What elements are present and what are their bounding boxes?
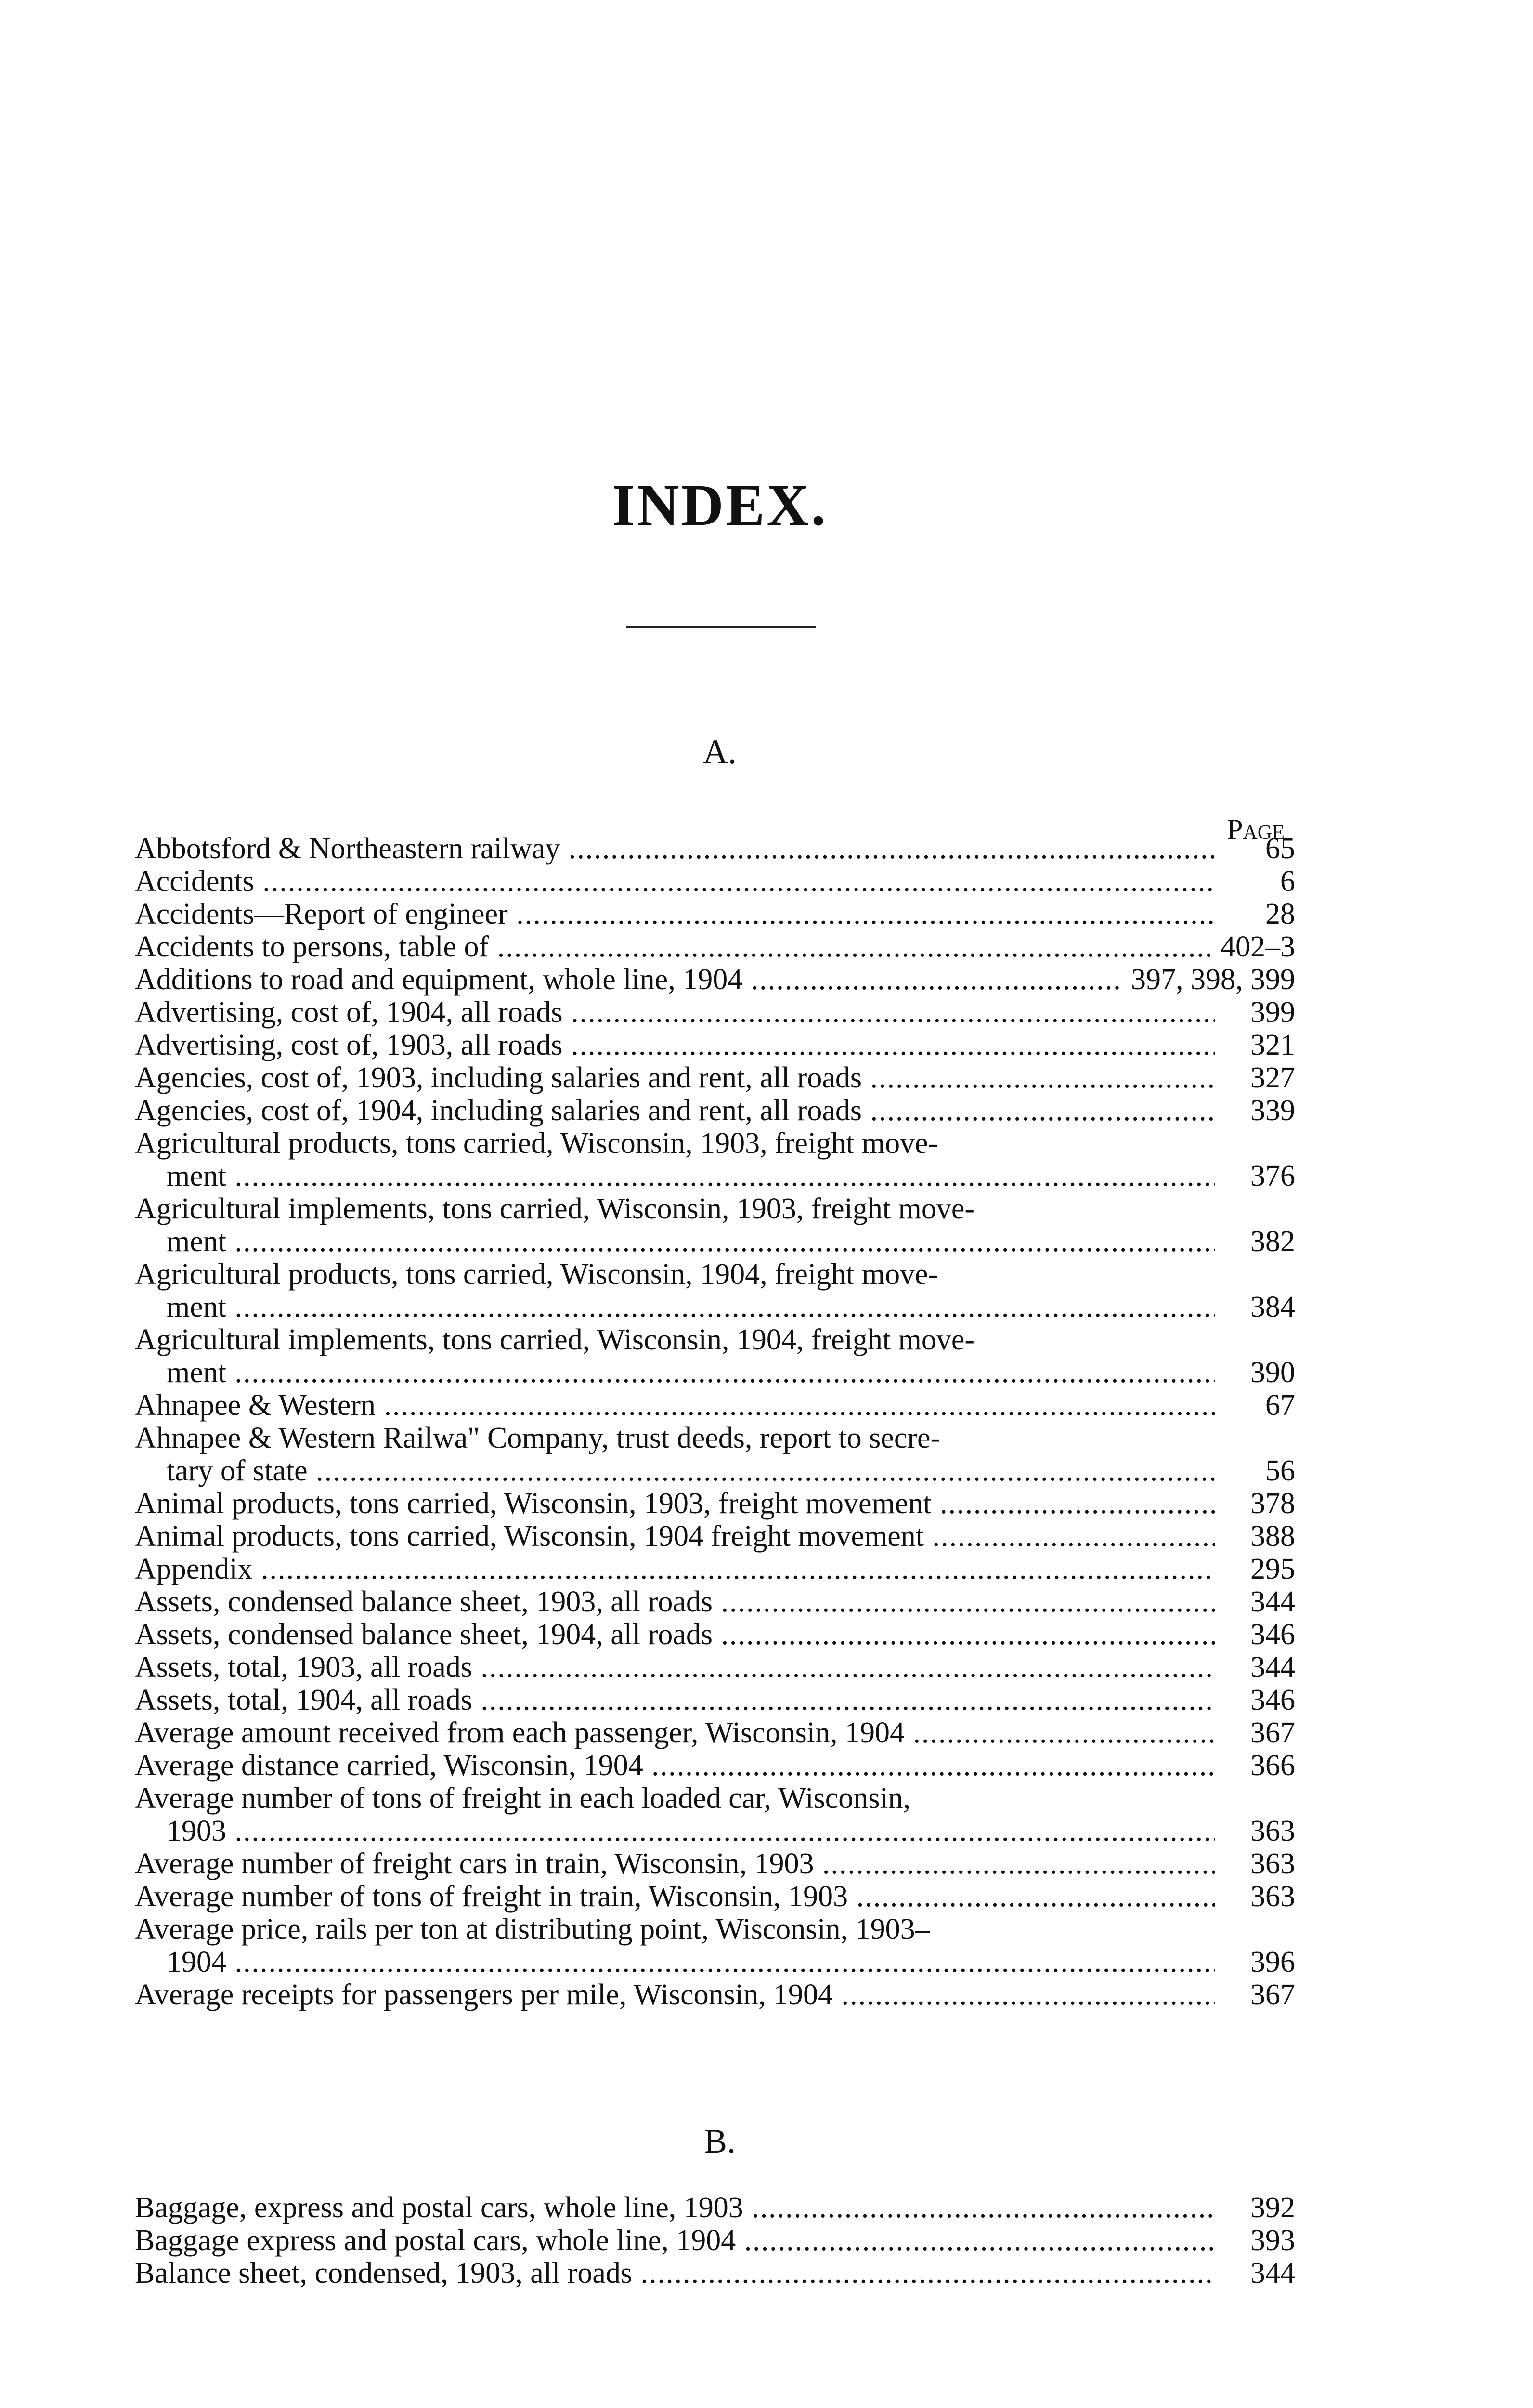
index-entry-text: [135, 1323, 1215, 1389]
index-entry-line1: Agricultural implements, tons carried, Wisconsin, 1904, freight move-: [135, 1323, 975, 1356]
index-entry-text: Accidents to persons, table of .....: [135, 930, 1213, 963]
index-entry: [135, 1585, 1295, 1618]
index-entry-line1: Agricultural products, tons carried, Wisconsin, 1903, freight move-: [135, 1127, 938, 1160]
index-entry-text: [135, 1782, 1215, 1847]
index-entry: [135, 1553, 1295, 1585]
index-entry-line1: Average price, rails per ton at distributing point, Wisconsin, 1903–: [135, 1913, 930, 1946]
index-entry: [135, 1716, 1295, 1749]
index-entry-line2: 1904 .....: [135, 1946, 1215, 1978]
index-entry-text: Average receipts for passengers per mile, Wisconsin, 1904 .....: [135, 1978, 1215, 2011]
index-entry-page: 402–3: [1221, 930, 1295, 963]
index-entry-text: Baggage, express and postal cars, whole line, 1903 .....: [135, 2191, 1215, 2224]
index-entry-page: 295: [1250, 1553, 1295, 1585]
index-entry-page: 384: [1250, 1291, 1295, 1323]
index-entry-page: 28: [1265, 898, 1295, 930]
index-entry-text: Advertising, cost of, 1903, all roads .....: [135, 1029, 1215, 1061]
index-entry-page: 363: [1250, 1847, 1295, 1880]
index-entry-text: Abbotsford & Northeastern railway .....: [135, 832, 1215, 865]
page-title: INDEX.: [612, 473, 828, 538]
index-entry: [135, 1487, 1295, 1520]
index-entry: [135, 1651, 1295, 1684]
index-entry-line2: 1903 .....: [135, 1815, 1215, 1847]
index-entry-page: 378: [1250, 1487, 1295, 1520]
index-entry-text: Ahnapee & Western .....: [135, 1389, 1215, 1422]
index-entry-page: 65: [1265, 832, 1295, 865]
index-entry-page: 6: [1280, 865, 1295, 898]
index-entry-text: Average number of freight cars in train, Wisconsin, 1903 .....: [135, 1847, 1215, 1880]
index-entry: [135, 1749, 1295, 1782]
section-heading-b: B.: [703, 2122, 736, 2160]
index-entry-page: 376: [1250, 1160, 1295, 1192]
index-entry-line2: ment .....: [135, 1225, 1215, 1258]
index-entry: [135, 2191, 1295, 2224]
index-entry: [135, 1847, 1295, 1880]
index-entry-line1: Agricultural implements, tons carried, Wisconsin, 1903, freight move-: [135, 1192, 975, 1225]
index-entry-text: Animal products, tons carried, Wisconsin, 1904 freight movement .....: [135, 1520, 1215, 1553]
index-entry-page: 327: [1250, 1061, 1295, 1094]
index-entry: [135, 1684, 1295, 1716]
index-entry-text: Assets, condensed balance sheet, 1904, all roads .....: [135, 1618, 1215, 1651]
index-entry-text: Appendix .....: [135, 1553, 1215, 1585]
index-entry: [135, 865, 1295, 898]
index-entry-line2: tary of state .....: [135, 1454, 1215, 1487]
index-entry-page: 367: [1250, 1716, 1295, 1749]
index-entry-text: Average number of tons of freight in train, Wisconsin, 1903 .....: [135, 1880, 1215, 1913]
index-entry-text: Assets, total, 1903, all roads .....: [135, 1651, 1215, 1684]
index-entry: [135, 1618, 1295, 1651]
title-rule: [626, 626, 816, 628]
index-entry-page: 346: [1250, 1684, 1295, 1716]
page-column-header: Page: [1227, 813, 1285, 845]
index-entry-page: 67: [1265, 1389, 1295, 1422]
index-entry-text: [135, 1192, 1215, 1258]
index-entry-page: 388: [1250, 1520, 1295, 1553]
index-entry: [135, 1520, 1295, 1553]
index-entry: [135, 1422, 1295, 1487]
index-entry: [135, 1913, 1295, 1978]
index-entry-text: Assets, total, 1904, all roads .....: [135, 1684, 1215, 1716]
index-entry-line1: Average number of tons of freight in each loaded car, Wisconsin,: [135, 1782, 911, 1815]
index-entry-page: 344: [1250, 2257, 1295, 2290]
index-entry-text: Accidents—Report of engineer .....: [135, 898, 1215, 930]
index-entry-page: 393: [1250, 2224, 1295, 2257]
index-entry-text: Additions to road and equipment, whole line, 1904 .....: [135, 963, 1123, 996]
index-entry: [135, 1029, 1295, 1061]
index-entry-page: 396: [1250, 1946, 1295, 1978]
index-entry: [135, 1094, 1295, 1127]
index-entry-page: 363: [1250, 1880, 1295, 1913]
index-entry-text: Advertising, cost of, 1904, all roads .....: [135, 996, 1215, 1029]
index-entry-text: [135, 1913, 1215, 1978]
index-entry-text: [135, 1258, 1215, 1323]
index-entry-text: Average distance carried, Wisconsin, 1904 .....: [135, 1749, 1215, 1782]
index-entry-text: Assets, condensed balance sheet, 1903, all roads .....: [135, 1585, 1215, 1618]
index-entry: [135, 1389, 1295, 1422]
index-list-b: [135, 2191, 1295, 2290]
index-entry-text: Agencies, cost of, 1903, including salaries and rent, all roads .....: [135, 1061, 1215, 1094]
index-entry: [135, 1978, 1295, 2011]
index-entry-page: 344: [1250, 1585, 1295, 1618]
index-entry: [135, 2224, 1295, 2257]
index-entry-page: 397, 398, 399: [1131, 963, 1295, 996]
index-entry-page: 366: [1250, 1749, 1295, 1782]
index-entry-text: Baggage express and postal cars, whole line, 1904 .....: [135, 2224, 1215, 2257]
index-entry-page: 390: [1250, 1356, 1295, 1389]
index-entry: [135, 2257, 1295, 2290]
index-entry-page: 321: [1250, 1029, 1295, 1061]
index-entry-page: 363: [1250, 1815, 1295, 1847]
index-entry-page: 367: [1250, 1978, 1295, 2011]
index-entry: [135, 1880, 1295, 1913]
index-entry: [135, 996, 1295, 1029]
index-entry-page: 382: [1250, 1225, 1295, 1258]
index-entry-line1: Agricultural products, tons carried, Wisconsin, 1904, freight move-: [135, 1258, 938, 1291]
index-entry: [135, 1782, 1295, 1847]
index-entry-text: [135, 1127, 1215, 1192]
index-entry: [135, 1127, 1295, 1192]
section-heading-a: A.: [703, 733, 737, 771]
index-entry-page: 344: [1250, 1651, 1295, 1684]
index-list-a: [135, 832, 1295, 2011]
index-entry-page: 346: [1250, 1618, 1295, 1651]
index-entry-line1: Ahnapee & Western Railwa" Company, trust deeds, report to secre-: [135, 1422, 941, 1454]
index-entry-page: 56: [1265, 1454, 1295, 1487]
index-entry-text: Balance sheet, condensed, 1903, all roads .....: [135, 2257, 1215, 2290]
index-entry-text: Average amount received from each passenger, Wisconsin, 1904 .....: [135, 1716, 1215, 1749]
index-entry: [135, 1323, 1295, 1389]
index-entry-text: [135, 1422, 1215, 1487]
index-entry: [135, 832, 1295, 865]
index-entry-page: 339: [1250, 1094, 1295, 1127]
index-entry-line2: ment .....: [135, 1356, 1215, 1389]
index-entry-line2: ment .....: [135, 1291, 1215, 1323]
index-entry-page: 392: [1250, 2191, 1295, 2224]
index-entry-page: 399: [1250, 996, 1295, 1029]
index-entry: [135, 963, 1295, 996]
index-entry: [135, 1258, 1295, 1323]
index-entry: [135, 1061, 1295, 1094]
index-entry-text: Agencies, cost of, 1904, including salaries and rent, all roads .....: [135, 1094, 1215, 1127]
index-entry-text: Accidents .....: [135, 865, 1215, 898]
index-entry-line2: ment .....: [135, 1160, 1215, 1192]
index-entry: [135, 1192, 1295, 1258]
index-entry-text: Animal products, tons carried, Wisconsin, 1903, freight movement .....: [135, 1487, 1215, 1520]
index-entry: [135, 898, 1295, 930]
index-entry: [135, 930, 1295, 963]
